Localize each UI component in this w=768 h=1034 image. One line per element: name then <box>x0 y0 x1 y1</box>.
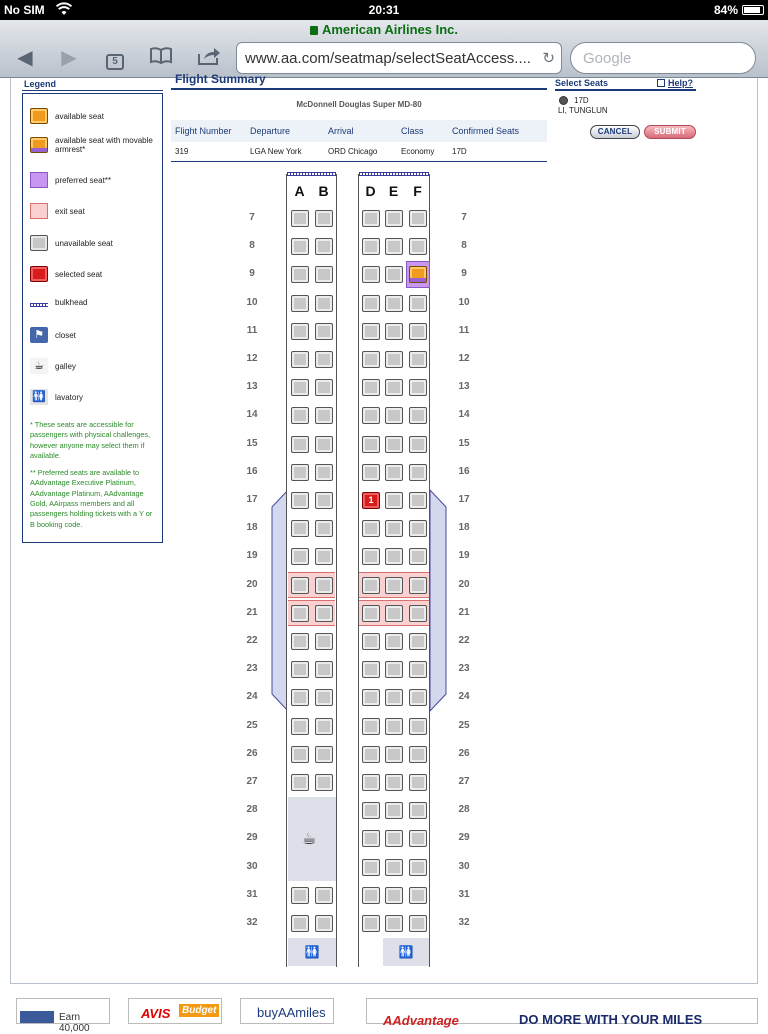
legend-label: lavatory <box>55 392 84 402</box>
seat-9F[interactable] <box>409 266 427 283</box>
row-number-left: 25 <box>246 720 258 731</box>
browser-toolbar <box>0 20 768 78</box>
row-number-right: 13 <box>458 381 470 392</box>
summary-data-row <box>171 142 547 162</box>
row-number-right: 9 <box>461 268 467 279</box>
seat-8A[interactable] <box>291 238 309 255</box>
seat-13B[interactable] <box>315 379 333 396</box>
row-number-right: 23 <box>458 663 470 674</box>
row-number-right: 16 <box>458 466 470 477</box>
seat-24D[interactable] <box>362 689 380 706</box>
unavailable-seat-icon <box>30 235 48 251</box>
seat-8E[interactable] <box>385 238 403 255</box>
seat-9D[interactable] <box>362 266 380 283</box>
back-arrow-icon: ◀ <box>17 47 33 69</box>
seat-28E[interactable] <box>385 802 403 819</box>
row-number-left: 23 <box>246 663 258 674</box>
row-number-left: 12 <box>246 353 258 364</box>
seat-32F[interactable] <box>409 915 427 932</box>
legend-item-unavailable <box>30 235 158 251</box>
row-number-left: 29 <box>246 832 258 843</box>
column-label: B <box>318 183 329 199</box>
arrival: ORD Chicago <box>328 147 378 156</box>
ad-text: DO MORE WITH YOUR MILES <box>519 1012 703 1027</box>
seat-19B[interactable] <box>315 548 333 565</box>
submit-button[interactable]: SUBMIT <box>644 125 696 139</box>
row-number-right: 15 <box>458 438 470 449</box>
seat-25F[interactable] <box>409 718 427 735</box>
seat-24E[interactable] <box>385 689 403 706</box>
bookmarks-button[interactable] <box>146 46 176 72</box>
armrest-seat-icon <box>30 137 48 153</box>
seat-29E[interactable] <box>385 830 403 847</box>
seat-28D[interactable] <box>362 802 380 819</box>
seat-27B[interactable] <box>315 774 333 791</box>
legend-label: unavailable seat <box>55 238 113 248</box>
seat-10A[interactable] <box>291 295 309 312</box>
passenger-seat: 17D <box>574 96 589 105</box>
seat-7B[interactable] <box>315 210 333 227</box>
seat-25E[interactable] <box>385 718 403 735</box>
seat-14B[interactable] <box>315 407 333 424</box>
seat-32E[interactable] <box>385 915 403 932</box>
row-number-left: 22 <box>246 635 258 646</box>
url-text: www.aa.com/seatmap/selectSeatAccess.... <box>245 50 531 67</box>
exit-seat-icon <box>30 203 48 219</box>
legend-item-preferred <box>30 172 158 188</box>
seat-11E[interactable] <box>385 323 403 340</box>
header-class: Class <box>401 126 424 136</box>
row-number-right: 25 <box>458 720 470 731</box>
seat-15D[interactable] <box>362 436 380 453</box>
seat-15B[interactable] <box>315 436 333 453</box>
seat-17F[interactable] <box>409 492 427 509</box>
legend-label: selected seat <box>55 269 103 279</box>
column-label: D <box>365 183 376 199</box>
seat-32B[interactable] <box>315 915 333 932</box>
seat-19E[interactable] <box>385 548 403 565</box>
header-flight-number: Flight Number <box>175 126 232 136</box>
legend-item-selected <box>30 266 158 282</box>
legend-item-available <box>30 108 158 124</box>
row-number-left: 24 <box>246 691 258 702</box>
ad-text: buyAAmiles <box>257 1005 326 1020</box>
seat-13A[interactable] <box>291 379 309 396</box>
row-number-left: 14 <box>246 409 258 420</box>
legend-item-galley <box>30 358 158 374</box>
seat-32D[interactable] <box>362 915 380 932</box>
galley-area <box>288 797 336 881</box>
row-number-right: 24 <box>458 691 470 702</box>
seat-16A[interactable] <box>291 464 309 481</box>
row-number-right: 29 <box>458 832 470 843</box>
seat-26E[interactable] <box>385 746 403 763</box>
legend-label: closet <box>55 330 76 340</box>
legend-item-armrest <box>30 136 158 154</box>
row-number-left: 20 <box>246 579 258 590</box>
row-number-left: 17 <box>246 494 258 505</box>
seat-7F[interactable] <box>409 210 427 227</box>
seat-18A[interactable] <box>291 520 309 537</box>
seat-9E[interactable] <box>385 266 403 283</box>
legend-label: available seat <box>55 111 104 121</box>
passenger-seat-option[interactable] <box>559 96 696 105</box>
seat-17A[interactable] <box>291 492 309 509</box>
seat-24A[interactable] <box>291 689 309 706</box>
header-departure: Departure <box>250 126 291 136</box>
ad-aadvantage[interactable] <box>366 998 758 1028</box>
row-number-right: 28 <box>458 804 470 815</box>
seat-14A[interactable] <box>291 407 309 424</box>
select-seats-panel <box>555 78 696 136</box>
row-number-right: 22 <box>458 635 470 646</box>
seat-20A[interactable] <box>291 577 309 594</box>
reload-icon[interactable]: ↻ <box>542 50 555 67</box>
seat-22E[interactable] <box>385 633 403 650</box>
right-wing <box>429 490 447 712</box>
selected-seat-icon <box>30 266 48 282</box>
seat-18D[interactable] <box>362 520 380 537</box>
search-field[interactable] <box>570 42 756 74</box>
row-number-right: 19 <box>458 550 470 561</box>
seat-16E[interactable] <box>385 464 403 481</box>
row-number-left: 19 <box>246 550 258 561</box>
battery-icon <box>742 5 764 15</box>
seat-16B[interactable] <box>315 464 333 481</box>
seat-10B[interactable] <box>315 295 333 312</box>
seat-27D[interactable] <box>362 774 380 791</box>
seat-27E[interactable] <box>385 774 403 791</box>
seat-25B[interactable] <box>315 718 333 735</box>
departure: LGA New York <box>250 147 302 156</box>
seat-29D[interactable] <box>362 830 380 847</box>
seat-31F[interactable] <box>409 887 427 904</box>
page-title <box>0 22 768 37</box>
galley-icon: ☕ <box>30 358 48 374</box>
seat-11F[interactable] <box>409 323 427 340</box>
flight-summary <box>171 72 547 162</box>
legend-item-bulkhead <box>30 297 158 307</box>
fuselage-right <box>358 174 430 967</box>
row-number-left: 11 <box>246 325 258 336</box>
row-number-right: 20 <box>458 579 470 590</box>
seat-31B[interactable] <box>315 887 333 904</box>
legend-panel <box>22 78 163 543</box>
row-number-left: 26 <box>246 748 258 759</box>
row-number-right: 7 <box>461 212 467 223</box>
row-number-left: 9 <box>249 268 255 279</box>
seat-21D[interactable] <box>362 605 380 622</box>
help-icon <box>657 79 665 87</box>
book-icon <box>149 46 173 64</box>
tabs-button[interactable] <box>100 46 130 72</box>
confirmed-seats: 17D <box>452 147 467 156</box>
seat-15E[interactable] <box>385 436 403 453</box>
seat-18F[interactable] <box>409 520 427 537</box>
select-seats-header <box>555 78 696 91</box>
row-number-right: 11 <box>458 325 470 336</box>
seat-31D[interactable] <box>362 887 380 904</box>
row-number-right: 27 <box>458 776 470 787</box>
lavatory-icon: 🚻 <box>398 945 414 959</box>
seat-15A[interactable] <box>291 436 309 453</box>
help-link[interactable] <box>657 78 693 88</box>
row-number-left: 30 <box>246 861 258 872</box>
seat-17D[interactable]: 1 <box>362 492 380 509</box>
clock: 20:31 <box>368 3 400 17</box>
seat-12E[interactable] <box>385 351 403 368</box>
carrier-label: No SIM <box>4 3 45 17</box>
legend-item-closet <box>30 327 158 343</box>
seat-12D[interactable] <box>362 351 380 368</box>
row-number-left: 18 <box>246 522 258 533</box>
seat-18E[interactable] <box>385 520 403 537</box>
seat-24F[interactable] <box>409 689 427 706</box>
seat-22D[interactable] <box>362 633 380 650</box>
seat-20E[interactable] <box>385 577 403 594</box>
seat-13D[interactable] <box>362 379 380 396</box>
legend-notes <box>30 420 156 537</box>
cancel-button[interactable]: CANCEL <box>590 125 640 139</box>
seat-16D[interactable] <box>362 464 380 481</box>
seat-10F[interactable] <box>409 295 427 312</box>
share-icon <box>196 46 222 66</box>
row-number-left: 31 <box>246 889 258 900</box>
seat-27A[interactable] <box>291 774 309 791</box>
row-number-right: 17 <box>458 494 470 505</box>
seat-15F[interactable] <box>409 436 427 453</box>
flight-number: 319 <box>175 147 189 156</box>
seat-10D[interactable] <box>362 295 380 312</box>
battery-percent: 84% <box>713 3 738 17</box>
lavatory-icon: 🚻 <box>30 389 48 405</box>
seat-8F[interactable] <box>409 238 427 255</box>
lock-icon <box>310 26 318 35</box>
row-number-left: 28 <box>246 804 258 815</box>
seat-30F[interactable] <box>409 859 427 876</box>
available-seat-icon <box>30 108 48 124</box>
seat-26F[interactable] <box>409 746 427 763</box>
card-icon <box>20 1011 54 1023</box>
seat-22F[interactable] <box>409 633 427 650</box>
row-number-left: 27 <box>246 776 258 787</box>
seat-26B[interactable] <box>315 746 333 763</box>
header-confirmed-seats: Confirmed Seats <box>452 126 520 136</box>
legend-item-lavatory <box>30 389 158 405</box>
seat-11A[interactable] <box>291 323 309 340</box>
seat-23E[interactable] <box>385 661 403 678</box>
ad-avis-budget[interactable] <box>128 998 222 1024</box>
seat-14F[interactable] <box>409 407 427 424</box>
address-bar[interactable] <box>236 42 562 74</box>
seat-23F[interactable] <box>409 661 427 678</box>
seat-29F[interactable] <box>409 830 427 847</box>
seat-20B[interactable] <box>315 577 333 594</box>
seat-26A[interactable] <box>291 746 309 763</box>
lavatory-icon: 🚻 <box>304 945 320 959</box>
tab-count: 5 <box>106 54 124 70</box>
aircraft-type: McDonnell Douglas Super MD-80 <box>296 100 422 109</box>
forward-arrow-icon: ▶ <box>61 47 77 69</box>
flight-summary-title: Flight Summary <box>171 72 547 90</box>
class: Economy <box>401 147 435 156</box>
column-label: F <box>413 183 422 199</box>
lavatory-right <box>383 938 429 966</box>
row-number-left: 32 <box>246 917 258 928</box>
legend-note-accessible: * These seats are accessible for passengers with physical challenges, however anyone may select them if available. <box>30 420 151 460</box>
status-bar <box>0 0 768 20</box>
seat-23A[interactable] <box>291 661 309 678</box>
row-number-left: 15 <box>246 438 258 449</box>
select-seats-title: Select Seats <box>555 78 609 88</box>
seat-20F[interactable] <box>409 577 427 594</box>
legend-label: preferred seat** <box>55 175 112 185</box>
seat-32A[interactable] <box>291 915 309 932</box>
seat-26D[interactable] <box>362 746 380 763</box>
seat-19F[interactable] <box>409 548 427 565</box>
row-number-left: 10 <box>246 297 258 308</box>
passenger-radio[interactable] <box>559 96 568 105</box>
row-number-right: 14 <box>458 409 470 420</box>
legend-title: Legend <box>22 78 163 91</box>
bulkhead-right <box>359 172 429 176</box>
seat-21A[interactable] <box>291 605 309 622</box>
seat-11D[interactable] <box>362 323 380 340</box>
seat-8B[interactable] <box>315 238 333 255</box>
row-number-right: 21 <box>458 607 470 618</box>
closet-icon: ⚑ <box>30 327 48 343</box>
preferred-seat-icon <box>30 172 48 188</box>
row-number-right: 32 <box>458 917 470 928</box>
ad-text: Earn 40,000 <box>59 1012 90 1034</box>
seat-23D[interactable] <box>362 661 380 678</box>
column-label: A <box>294 183 305 199</box>
seat-30E[interactable] <box>385 859 403 876</box>
row-number-left: 21 <box>246 607 258 618</box>
galley-icon: ☕ <box>302 831 317 848</box>
row-number-left: 16 <box>246 466 258 477</box>
legend-label: galley <box>55 361 76 371</box>
seat-18B[interactable] <box>315 520 333 537</box>
seat-21F[interactable] <box>409 605 427 622</box>
back-button[interactable] <box>10 46 40 72</box>
row-number-right: 10 <box>458 297 470 308</box>
legend-label: available seat with movable armrest* <box>55 136 153 154</box>
forward-button[interactable] <box>54 46 84 72</box>
passenger-name: LI, TUNGLUN <box>558 106 608 115</box>
seat-30D[interactable] <box>362 859 380 876</box>
seat-11B[interactable] <box>315 323 333 340</box>
row-number-left: 13 <box>246 381 258 392</box>
seat-9B[interactable] <box>315 266 333 283</box>
legend-label: exit seat <box>55 206 85 216</box>
row-number-right: 12 <box>458 353 470 364</box>
seat-13F[interactable] <box>409 379 427 396</box>
seat-28F[interactable] <box>409 802 427 819</box>
ad-buy-miles[interactable] <box>240 998 334 1024</box>
seat-24B[interactable] <box>315 689 333 706</box>
legend-note-preferred: ** Preferred seats are available to AAdvantage Executive Platinum, AAdvantage Platinum, AAdvantage Gold, AAirpass members and all passengers holding tickets with a Y or B booking code. <box>30 468 153 529</box>
seat-7D[interactable] <box>362 210 380 227</box>
seat-7A[interactable] <box>291 210 309 227</box>
row-number-left: 7 <box>249 212 255 223</box>
column-label: E <box>388 183 399 199</box>
seat-12A[interactable] <box>291 351 309 368</box>
row-number-right: 30 <box>458 861 470 872</box>
seat-13E[interactable] <box>385 379 403 396</box>
seat-19D[interactable] <box>362 548 380 565</box>
legend-label: bulkhead <box>55 297 88 307</box>
seat-25A[interactable] <box>291 718 309 735</box>
avis-logo: AVIS <box>141 1006 171 1021</box>
seat-31A[interactable] <box>291 887 309 904</box>
bulkhead-icon <box>30 303 48 307</box>
header-arrival: Arrival <box>328 126 354 136</box>
help-text: Help? <box>667 78 693 88</box>
seat-17B[interactable] <box>315 492 333 509</box>
seat-19A[interactable] <box>291 548 309 565</box>
row-number-right: 31 <box>458 889 470 900</box>
row-number-right: 26 <box>458 748 470 759</box>
seat-21E[interactable] <box>385 605 403 622</box>
seat-23B[interactable] <box>315 661 333 678</box>
seat-14E[interactable] <box>385 407 403 424</box>
seat-7E[interactable] <box>385 210 403 227</box>
budget-logo: Budget <box>179 1004 219 1017</box>
row-number-right: 18 <box>458 522 470 533</box>
seat-22B[interactable] <box>315 633 333 650</box>
search-placeholder: Google <box>583 50 632 67</box>
aadvantage-logo: AAdvantage <box>383 1013 459 1028</box>
seat-12F[interactable] <box>409 351 427 368</box>
summary-header-row <box>171 120 547 142</box>
seat-31E[interactable] <box>385 887 403 904</box>
legend-item-exit <box>30 203 158 219</box>
seat-9A[interactable] <box>291 266 309 283</box>
seat-25D[interactable] <box>362 718 380 735</box>
share-button[interactable] <box>194 46 224 72</box>
seat-14D[interactable] <box>362 407 380 424</box>
seat-17E[interactable] <box>385 492 403 509</box>
row-number-left: 8 <box>249 240 255 251</box>
lavatory-left <box>288 938 336 966</box>
seat-21B[interactable] <box>315 605 333 622</box>
seat-10E[interactable] <box>385 295 403 312</box>
page-title-text: American Airlines Inc. <box>321 22 459 37</box>
seat-12B[interactable] <box>315 351 333 368</box>
bulkhead-left <box>287 172 336 176</box>
legend-box <box>22 93 163 543</box>
seat-27F[interactable] <box>409 774 427 791</box>
seat-8D[interactable] <box>362 238 380 255</box>
ad-earn-miles[interactable] <box>16 998 110 1034</box>
seat-16F[interactable] <box>409 464 427 481</box>
row-number-right: 8 <box>461 240 467 251</box>
seat-20D[interactable] <box>362 577 380 594</box>
seat-22A[interactable] <box>291 633 309 650</box>
